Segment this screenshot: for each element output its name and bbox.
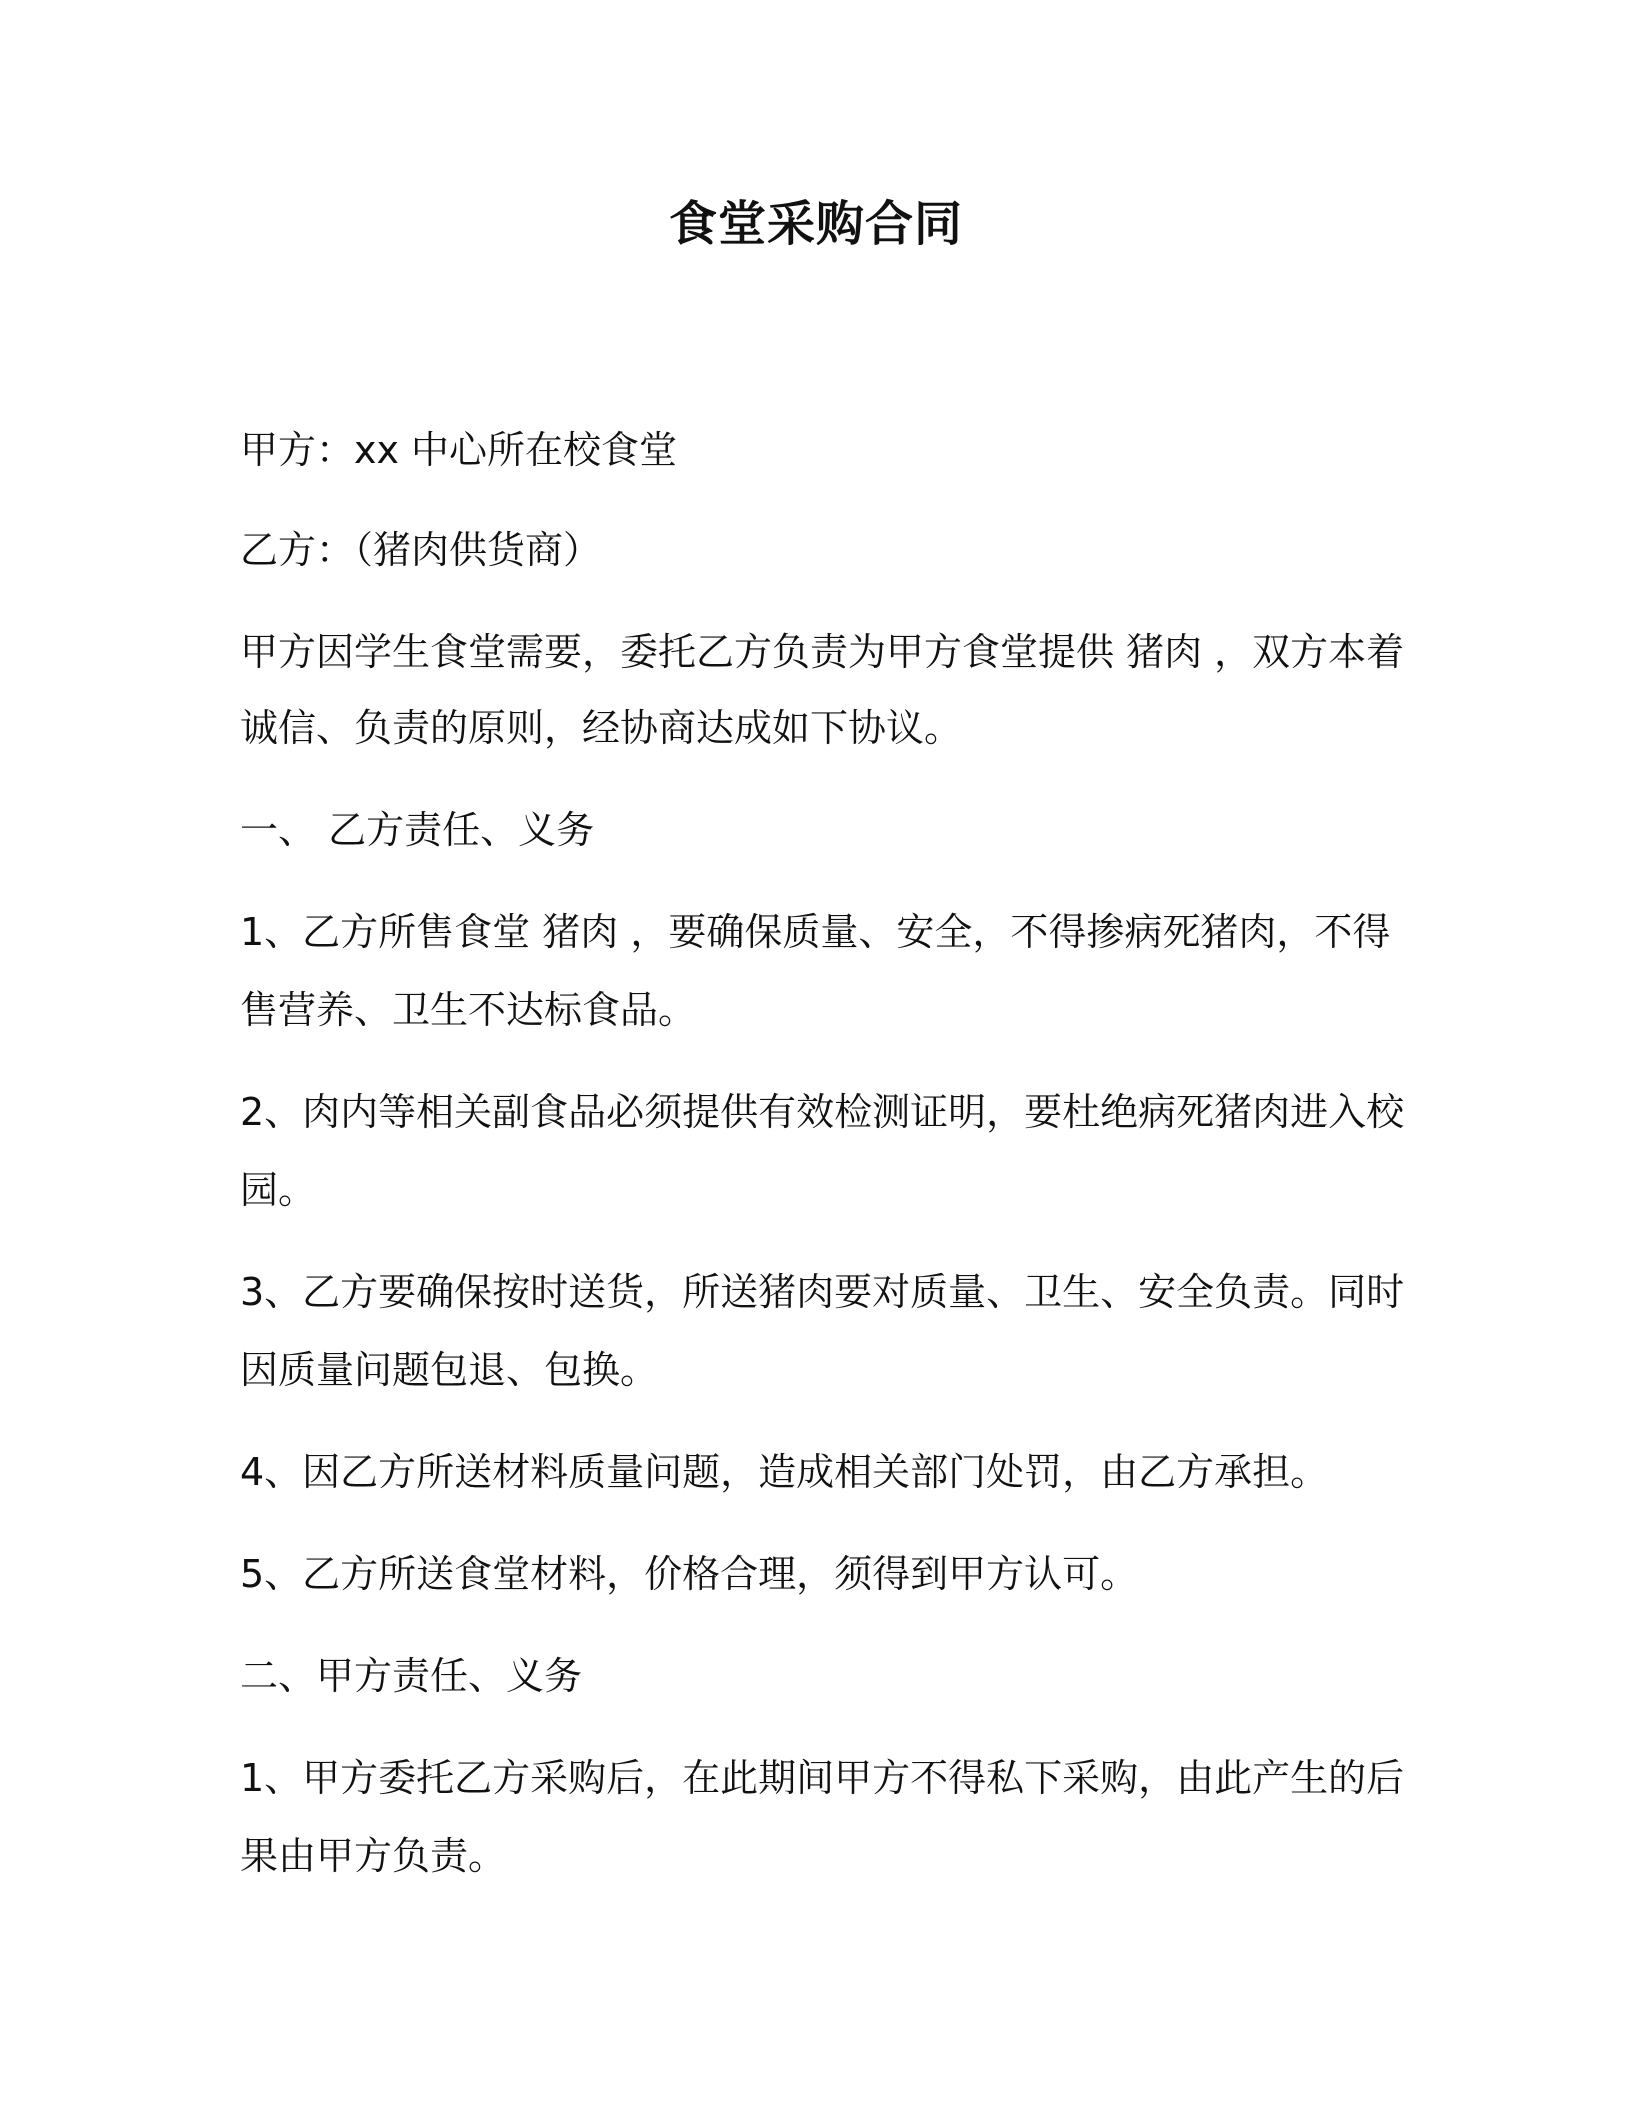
clause-1-3-line-1: 3、乙方要确保按时送货，所送猪肉要对质量、卫生、安全负责。同时	[240, 1270, 1405, 1314]
section-1-heading: 一、 乙方责任、义务	[240, 808, 595, 852]
party-a-line: 甲方：xx 中心所在校食堂	[240, 428, 678, 472]
clause-2-1-line-2: 果由甲方负责。	[240, 1834, 507, 1878]
clause-1-2-line-1: 2、肉内等相关副食品必须提供有效检测证明，要杜绝病死猪肉进入校	[240, 1090, 1405, 1134]
intro-line-2: 诚信、负责的原则，经协商达成如下协议。	[240, 706, 963, 750]
contract-title: 食堂采购合同	[668, 196, 963, 252]
clause-2-1-line-1: 1、甲方委托乙方采购后，在此期间甲方不得私下采购，由此产生的后	[240, 1756, 1405, 1800]
clause-1-2-line-2: 园。	[240, 1168, 317, 1212]
section-2-heading: 二、甲方责任、义务	[240, 1654, 583, 1698]
intro-line-1: 甲方因学生食堂需要，委托乙方负责为甲方食堂提供 猪肉 ，双方本着	[240, 630, 1405, 674]
party-b-line: 乙方：（猪肉供货商）	[240, 528, 602, 572]
clause-1-1-line-2: 售营养、卫生不达标食品。	[240, 988, 697, 1032]
clause-1-5: 5、乙方所送食堂材料，价格合理，须得到甲方认可。	[240, 1552, 1139, 1596]
clause-1-3-line-2: 因质量问题包退、包换。	[240, 1348, 659, 1392]
clause-1-1-line-1: 1、乙方所售食堂 猪肉 ，要确保质量、安全，不得掺病死猪肉，不得	[240, 910, 1391, 954]
clause-1-4: 4、因乙方所送材料质量问题，造成相关部门处罚，由乙方承担。	[240, 1450, 1329, 1494]
